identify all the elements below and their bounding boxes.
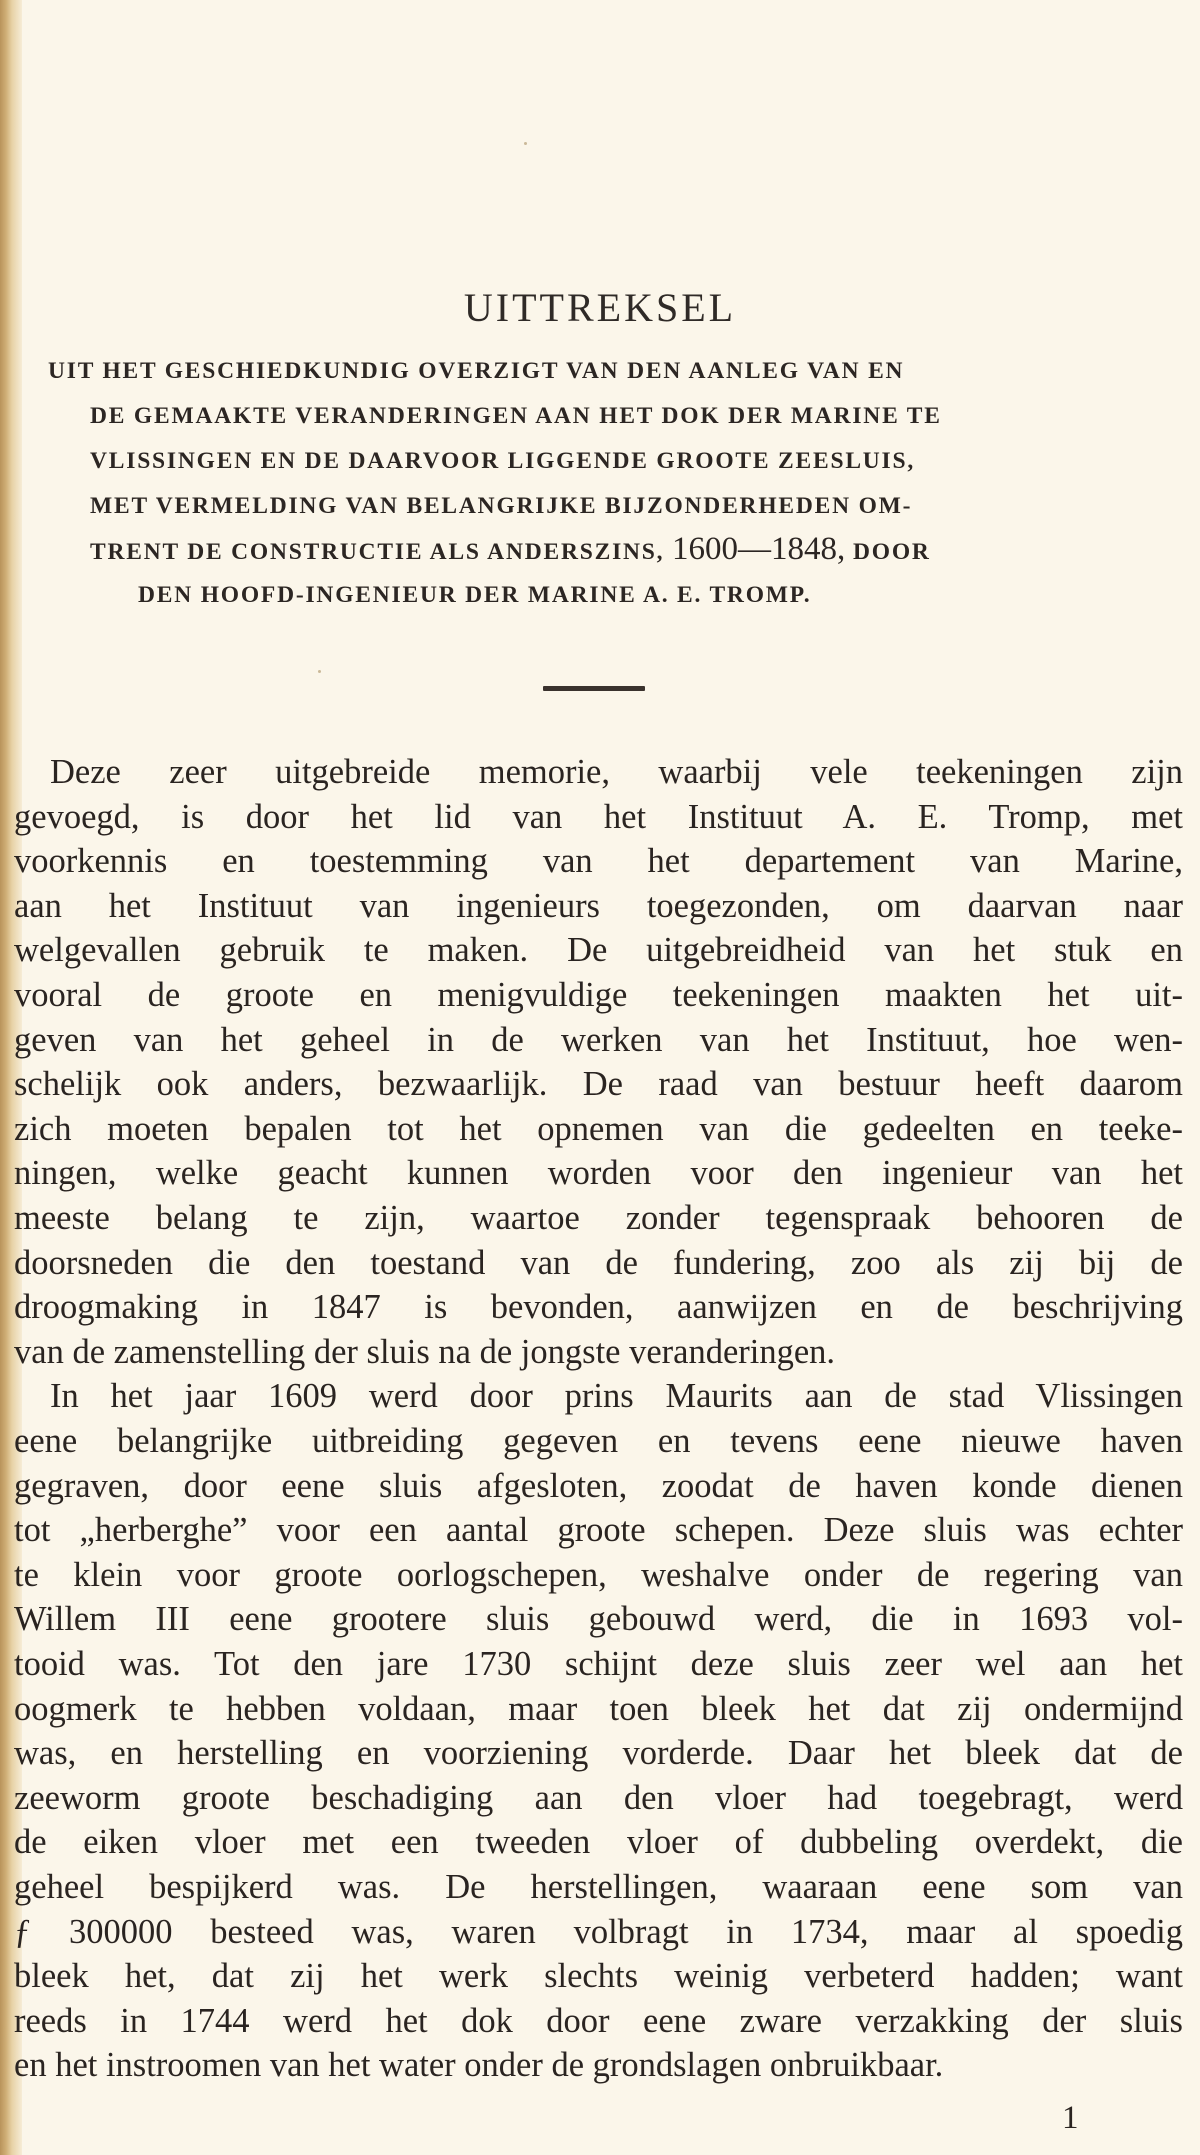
paragraph-line: schelijk ook anders, bezwaarlijk. De raad van bestuur heeft daarom	[14, 1065, 1183, 1103]
subtitle-line	[90, 446, 915, 476]
subtitle-text: TRENT DE CONSTRUCTIE ALS ANDERSZINS,	[90, 539, 665, 565]
paragraph-line: tot „herberghe” voor een aantal groote schepen. Deze sluis was echter	[14, 1511, 1183, 1549]
paragraph-line: oogmerk te hebben voldaan, maar toen bleek het dat zij ondermijnd	[14, 1690, 1183, 1728]
paragraph-line: van de zamenstelling der sluis na de jongste veranderingen.	[14, 1333, 836, 1371]
paragraph-line: tooid was. Tot den jare 1730 schijnt deze sluis zeer wel aan het	[14, 1645, 1183, 1683]
paragraph-line: gegraven, door eene sluis afgesloten, zoodat de haven konde dienen	[14, 1467, 1183, 1505]
paragraph-line: de eiken vloer met een tweeden vloer of dubbeling overdekt, die	[14, 1823, 1183, 1861]
subtitle-text: DEN HOOFD-INGENIEUR DER MARINE A. E. TROMP.	[138, 582, 812, 608]
paragraph-line: was, en herstelling en voorziening vorderde. Daar het bleek dat de	[14, 1734, 1183, 1772]
paragraph-line: doorsneden die den toestand van de fundering, zoo als zij bij de	[14, 1244, 1183, 1282]
paragraph-line: gevoegd, is door het lid van het Instituut A. E. Tromp, met	[14, 798, 1183, 836]
subtitle-text: VLISSINGEN EN DE DAARVOOR LIGGENDE GROOTE ZEESLUIS,	[90, 448, 916, 474]
page-title: UITTREKSEL	[463, 285, 737, 330]
subtitle-text: DE GEMAAKTE VERANDERINGEN AAN HET DOK DER MARINE TE	[90, 403, 942, 429]
paragraph-line: ƒ 300000 besteed was, waren volbragt in 1734, maar al spoedig	[14, 1913, 1183, 1951]
paragraph-line: voorkennis en toestemming van het departement van Marine,	[14, 842, 1183, 880]
paragraph-line: vooral de groote en menigvuldige teekeningen maakten het uit-	[14, 976, 1183, 1014]
paragraph-line: bleek het, dat zij het werk slechts weinig verbeterd hadden; want	[14, 1957, 1183, 1995]
paper-speck	[318, 670, 321, 673]
paragraph-line: droogmaking in 1847 is bevonden, aanwijzen en de beschrijving	[14, 1288, 1183, 1326]
subtitle-text: UIT HET GESCHIEDKUNDIG OVERZIGT VAN DEN AANLEG VAN EN	[48, 358, 905, 384]
paragraph-line: reeds in 1744 werd het dok door eene zware verzakking der sluis	[14, 2002, 1183, 2040]
subtitle-line	[138, 580, 811, 610]
paragraph-line: eene belangrijke uitbreiding gegeven en tevens eene nieuwe haven	[14, 1422, 1183, 1460]
section-divider	[543, 686, 645, 691]
paragraph-line: zeeworm groote beschadiging aan den vloer had toegebragt, werd	[14, 1779, 1183, 1817]
paragraph-line: Willem III eene grootere sluis gebouwd werd, die in 1693 vol-	[14, 1600, 1183, 1638]
subtitle-line	[90, 491, 912, 521]
paragraph-line: In het jaar 1609 werd door prins Maurits aan de stad Vlissingen	[50, 1377, 1183, 1415]
subtitle-line	[90, 531, 931, 567]
paragraph-line: zich moeten bepalen tot het opnemen van die gedeelten en teeke-	[14, 1110, 1183, 1148]
paper-speck	[524, 142, 527, 145]
subtitle-line	[90, 401, 942, 431]
subtitle-line	[48, 356, 904, 386]
paragraph-line: geheel bespijkerd was. De herstellingen, waaraan eene som van	[14, 1868, 1183, 1906]
paragraph-line: welgevallen gebruik te maken. De uitgebreidheid van het stuk en	[14, 931, 1183, 969]
subtitle-text: DOOR	[852, 539, 931, 565]
subtitle-years: 1600—1848,	[672, 531, 846, 567]
paragraph-line: geven van het geheel in de werken van het Instituut, hoe wen-	[14, 1021, 1183, 1059]
paragraph-line: meeste belang te zijn, waartoe zonder tegenspraak behooren de	[14, 1199, 1183, 1237]
subtitle-text: MET VERMELDING VAN BELANGRIJKE BIJZONDERHEDEN OM-	[90, 493, 913, 519]
paragraph-line: aan het Instituut van ingenieurs toegezonden, om daarvan naar	[14, 887, 1183, 925]
paragraph-line: en het instroomen van het water onder de grondslagen onbruikbaar.	[14, 2046, 944, 2084]
paragraph-line: ningen, welke geacht kunnen worden voor den ingenieur van het	[14, 1154, 1183, 1192]
paragraph-line: Deze zeer uitgebreide memorie, waarbij vele teekeningen zijn	[50, 753, 1183, 791]
page-number: 1	[1062, 2100, 1079, 2136]
paragraph-line: te klein voor groote oorlogschepen, weshalve onder de regering van	[14, 1556, 1183, 1594]
